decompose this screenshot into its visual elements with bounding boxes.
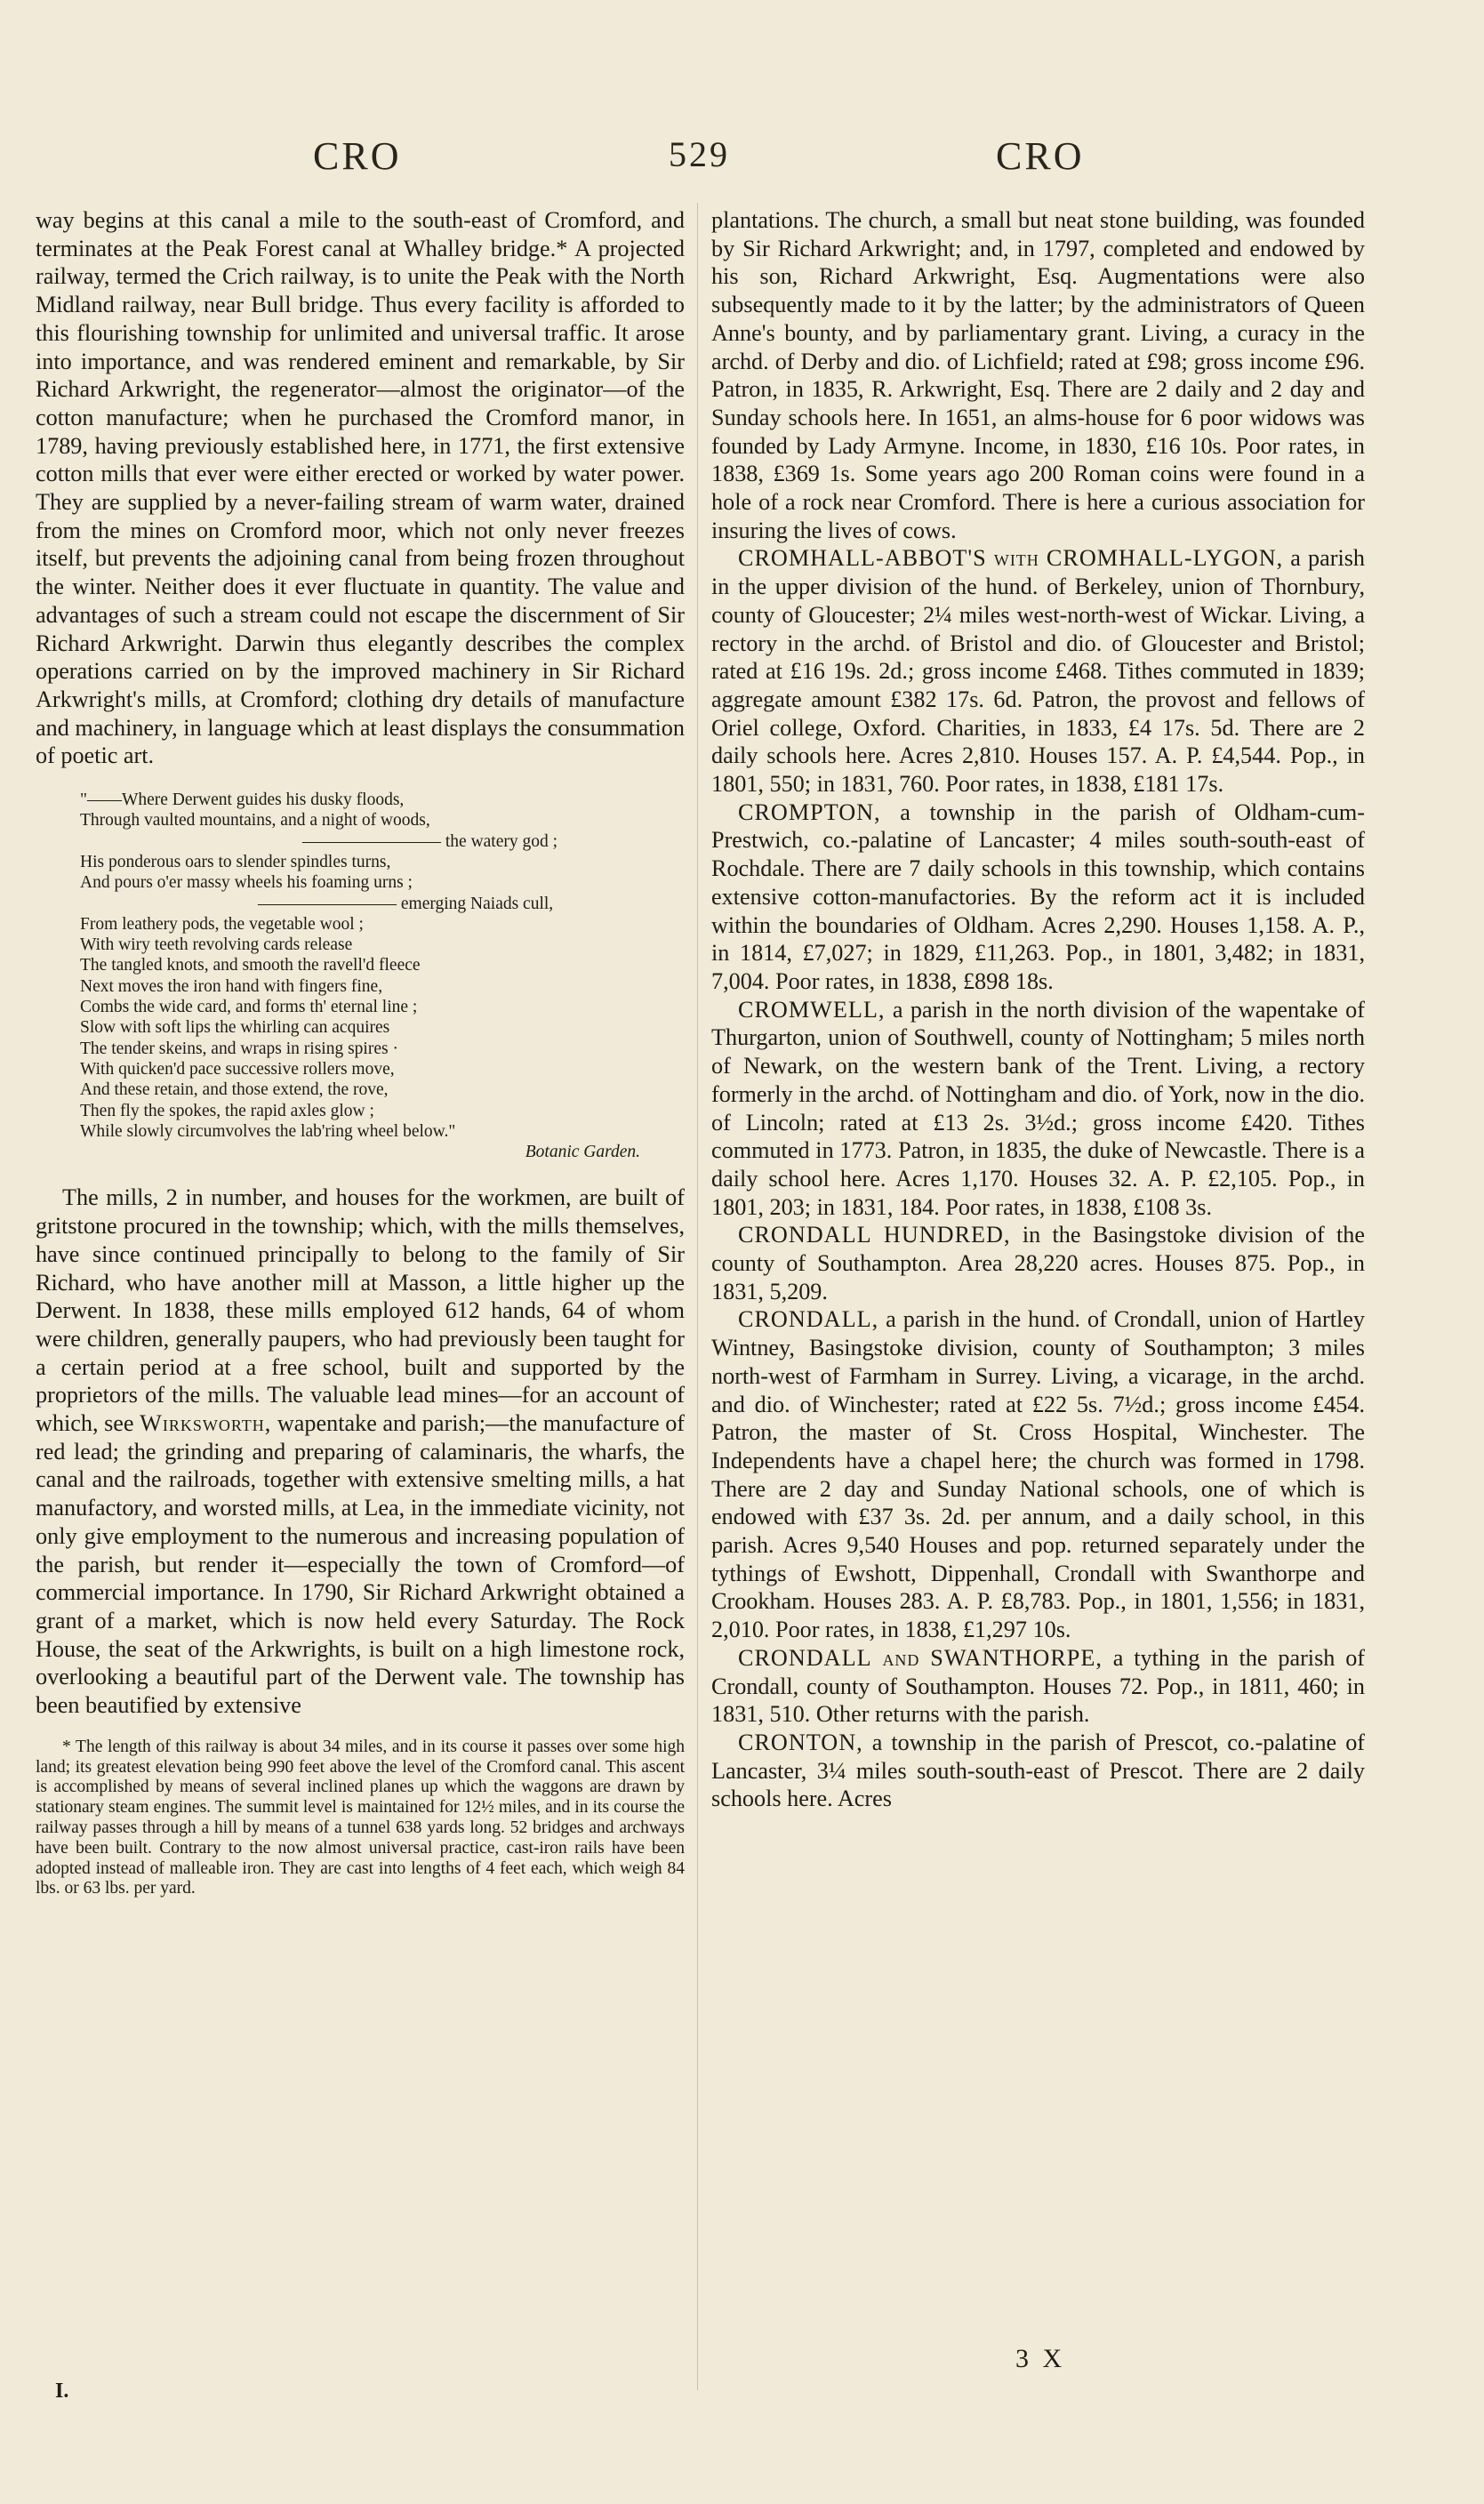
gazetteer-entry xyxy=(711,544,1365,798)
entry-connector: and xyxy=(882,1644,920,1671)
entry-headword: CRONDALL HUNDRED, xyxy=(738,1222,1011,1248)
poem-line: Then fly the spokes, the rapid axles glow ; xyxy=(80,1101,374,1120)
gazetteer-entry xyxy=(711,1221,1365,1305)
poem-line: While slowly circumvolves the lab'ring wheel below." xyxy=(80,1121,456,1141)
poem-line: With wiry teeth revolving cards release xyxy=(80,935,353,955)
entry-headword: CRONDALL, xyxy=(738,1306,879,1333)
entry-body: a township in the parish of Oldham-cum-Prestwich, co.-palatine of Lancaster; 4 miles south-south-east of Rochdale. There are 7 daily schools in this township, which contains extensive cotton-manufactories. By the reform act it is included within the boundaries of Oldham. Acres 2,290. Houses 1,158. A. P., in 1814, £7,027; in 1829, £11,263. Pop., in 1801, 3,482; in 1831, 7,004. Poor rates, in 1838, £898 18s. xyxy=(711,799,1365,994)
poem-line: Combs the wide card, and forms th' eternal line ; xyxy=(80,998,418,1017)
right-column xyxy=(711,206,1365,1813)
entry-body: a parish in the upper division of the hund. of Berkeley, union of Thornbury, county of Gloucester; 2¼ miles west-north-west of Wickar. Living, a rectory in the archd. of Bristol and dio. of Gloucester and Bristol; rated at £16 19s. 2d.; gross income £468. Tithes commuted in 1839; aggregate amount £382 17s. 6d. Patron, the provost and fellows of Oriel college, Oxford. Charities, in 1833, £4 17s. 5d. There are 2 daily schools here. Acres 2,810. Houses 157. A. P. £4,544. Pop., in 1801, 550; in 1831, 760. Poor rates, in 1838, £181 17s. xyxy=(711,545,1366,798)
poem-line: "——Where Derwent guides his dusky floods, xyxy=(80,791,405,810)
poem-line: His ponderous oars to slender spindles turns, xyxy=(80,852,391,871)
entry-body: a parish in the hund. of Crondall, union of Hartley Wintney, Basingstoke division, county of Southampton; 3 miles north-west of Farmham in Surrey. Living, a vicarage, in the archd. and dio. of Winchester; rated at £22 5s. 7½d.; gross income £454. Patron, the master of St. Cross Hospital, Winchester. The Independents have a chapel here; the church was formed in 1798. There are 2 day and Sunday National schools, one of which is endowed with £37 3s. 2d. per annum, and a daily school, in this parish. Acres 9,540 Houses and pop. returned separately under the tythings of Ewshott, Dippenhall, Crondall with Swanthorpe and Crookham. Houses 283. A. P. £8,783. Pop., in 1801, 1,556; in 1831, 2,010. Poor rates, in 1838, £1,297 10s. xyxy=(711,1306,1365,1643)
poem-line: With quicken'd pace successive rollers move, xyxy=(80,1059,395,1079)
paragraph-text: The mills, 2 in number, and houses for the workmen, are built of gritstone procured in the township; which, with the mills themselves, have since continued principally to belong to the family of Sir Richard, who have another mill at Masson, a little higher up the Derwent. In 1838, these mills employed 612 hands, 64 of whom were children, generally paupers, who had previously been taught for a certain period at a free school, built and supported by the proprietors of the mills. The valuable lead mines—for an account of which, see xyxy=(36,1184,685,1437)
poem-source: Botanic Garden. xyxy=(525,1143,640,1162)
entry-body: a tything in the parish of Crondall, county of Southampton. Houses 72. Pop., in 1811, 460; in 1831, 510. Other returns with the parish. xyxy=(711,1644,1366,1728)
header-left-catchword: CRO xyxy=(313,134,402,178)
poem-line: Through vaulted mountains, and a night of woods, xyxy=(80,811,430,831)
entry-headword: CROMPTON, xyxy=(738,799,881,825)
poem-line: ———————— the watery god ; xyxy=(302,831,558,851)
column-divider xyxy=(697,203,698,2390)
poem-line: Next moves the iron hand with fingers fine, xyxy=(80,976,383,996)
entry-headword: CROMHALL-LYGON, xyxy=(1046,545,1284,572)
paragraph: way begins at this canal a mile to the south-east of Cromford, and terminates at the Peak Forest canal at Whalley bridge.* A projected railway, termed the Crich railway, is to unite the Peak with the North Midland railway, near Bull bridge. Thus every facility is afforded to this flourishing township for unlimited and universal traffic. It arose into importance, and was rendered eminent and remarkable, by Sir Richard Arkwright, the regenerator—almost the originator—of the cotton manufacture; when he purchased the Cromford manor, in 1789, having previously established here, in 1771, the first extensive cotton mills that ever were either erected or worked by water power. They are supplied by a never-failing stream of warm water, drained from the mines on Cromford moor, which not only never freezes itself, but prevents the adjoining canal from being frozen throughout the winter. Neither does it ever fluctuate in quantity. The value and advantages of such a stream could not escape the discernment of Sir Richard Arkwright. Darwin thus elegantly describes the complex operations carried on by the improved machinery in Sir Richard Arkwright's mills, at Cromford; clothing dry details of manufacture and machinery, in language which at least displays the consummation of poetic art. xyxy=(36,207,685,769)
paragraph xyxy=(36,1184,685,1719)
entry-connector: with xyxy=(993,545,1039,572)
entry-body: in the Basingstoke division of the county of Southampton. Area 28,220 acres. Houses 875. Pop., in 1831, 5,209. xyxy=(711,1222,1366,1304)
left-column xyxy=(36,206,685,1899)
entry-headword: CRONTON, xyxy=(738,1729,863,1755)
entry-headword: SWANTHORPE, xyxy=(930,1644,1103,1671)
poem-line: And pours o'er massy wheels his foaming urns ; xyxy=(80,873,413,893)
poem-line: And these retain, and those extend, the rove, xyxy=(80,1080,389,1100)
running-header xyxy=(0,133,1484,187)
cross-reference: Wirksworth, xyxy=(140,1410,272,1437)
signature-mark-right: 3 X xyxy=(1015,2344,1066,2373)
signature-mark-left: I. xyxy=(55,2380,69,2403)
gazetteer-entry xyxy=(711,1644,1365,1729)
entry-body: a parish in the north division of the wapentake of Thurgarton, union of Southwell, county of Nottingham; 5 miles north of Newark, on the western bank of the Trent. Living, a rectory formerly in the archd. of Nottingham and dio. of York, now in the dio. of Lincoln; rated at £13 2s. 3½d.; gross income £420. Tithes commuted in 1773. Patron, in 1835, the duke of Newcastle. There is a daily school here. Acres 1,170. Houses 32. A. P. £2,105. Pop., in 1801, 203; in 1831, 184. Poor rates, in 1838, £108 3s. xyxy=(711,996,1365,1220)
poem-line: The tender skeins, and wraps in rising spires · xyxy=(80,1039,398,1058)
gazetteer-entry xyxy=(711,1305,1365,1643)
entry-body: a township in the parish of Prescot, co.-palatine of Lancaster, 3¼ miles south-south-east of Prescot. There are 2 daily schools here. Acres xyxy=(711,1729,1366,1812)
poem-line: The tangled knots, and smooth the ravell'd fleece xyxy=(80,956,421,975)
poem-line: From leathery pods, the vegetable wool ; xyxy=(80,914,364,934)
footnote: * The length of this railway is about 34 miles, and in its course it passes over some high land; its greatest elevation being 990 feet above the level of the Cromford canal. This ascent is accomplished by means of several inclined planes up which the waggons are drawn by stationary steam engines. The summit level is maintained for 12½ miles, and in its course the railway passes through a hill by means of a tunnel 638 yards long. 52 bridges and archways have been built. Contrary to the now almost universal practice, cast-iron rails have been adopted instead of malleable iron. They are cast into lengths of 4 feet each, which weigh 84 lbs. or 63 lbs. per yard. xyxy=(36,1737,685,1898)
header-right-catchword: CRO xyxy=(996,134,1085,178)
gazetteer-entry xyxy=(711,799,1365,996)
gazetteer-entry xyxy=(711,1729,1365,1813)
entry-headword: CROMWELL, xyxy=(738,996,886,1023)
entry-headword: CRONDALL xyxy=(738,1644,872,1671)
paragraph: plantations. The church, a small but neat stone building, was founded by Sir Richard Arkwright; and, in 1797, completed and endowed by his son, Richard Arkwright, Esq. Augmentations were also subsequently made to it by the latter; by the administrators of Queen Anne's bounty, and by parliamentary grant. Living, a curacy in the archd. of Derby and dio. of Lichfield; rated at £98; gross income £96. Patron, in 1835, R. Arkwright, Esq. There are 2 daily and 2 day and Sunday schools here. In 1651, an alms-house for 6 poor widows was founded by Lady Armyne. Income, in 1830, £16 10s. Poor rates, in 1838, £369 1s. Some years ago 200 Roman coins were found in a hole of a rock near Cromford. There is here a curious association for insuring the lives of cows. xyxy=(711,207,1365,543)
poem-line: ———————— emerging Naiads cull, xyxy=(258,894,554,913)
page-number: 529 xyxy=(669,134,730,174)
entry-headword: CROMHALL-ABBOT'S xyxy=(738,545,987,572)
gazetteer-entry xyxy=(711,996,1365,1222)
poem-line: Slow with soft lips the whirling can acquires xyxy=(80,1018,390,1038)
poem-quotation xyxy=(80,790,685,1162)
paragraph-text: wapentake and parish;—the manufacture of red lead; the grinding and preparing of calaminaris, the wharfs, the canal and the railroads, together with extensive smelting mills, a hat manufactory, and worsted mills, at Lea, in the immediate vicinity, not only give employment to the numerous and increasing population of the parish, but render it—especially the town of Cromford—of commercial importance. In 1790, Sir Richard Arkwright obtained a grant of a market, which is now held every Saturday. The Rock House, the seat of the Arkwrights, is built on a high limestone rock, overlooking a beautiful part of the Derwent vale. The township has been beautified by extensive xyxy=(36,1410,686,1719)
